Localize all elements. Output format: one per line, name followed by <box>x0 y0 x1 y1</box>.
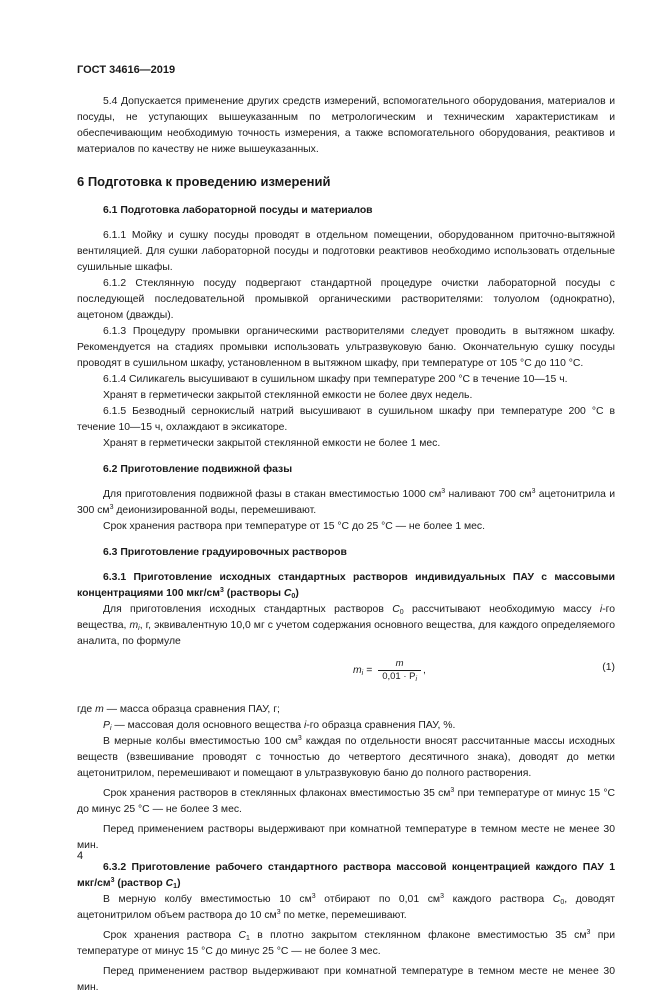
page-content <box>77 94 615 996</box>
paragraph-6-1-3: 6.1.3 Процедуру промывки органическими растворителями следует проводить в вытяжном шкафу. Рекомендуется на стадиях промывки использовать ультразвуковую баню. Окончательную сушку посуды проводят в сушильном шкафу, установленном в вытяжном шкафу, при температуре от 105 °С до 110 °С. <box>77 326 615 369</box>
page-number: 4 <box>77 850 84 862</box>
paragraph-6-3-1-storage: Срок хранения растворов в стеклянных флаконах вместимостью 35 $см^3$ при температуре от минус 15 °С до минус 25 °С — не более 3 мес. <box>77 787 616 815</box>
formula-expression: $m_i$ = $\frac{m}{0,01 \cdot P_i}$ , <box>353 658 426 683</box>
paragraph-6-3-2-storage: Срок хранения раствора $C_1$ в плотно закрытом стеклянном флаконе вместимостью 35 $см^3$ при температуре от минус 15 °С до минус 25 °С — не более 3 мес. <box>77 929 615 957</box>
paragraph-6-2-mobile-phase: Для приготовления подвижной фазы в стакан вместимостью 1000 $см^3$ наливают 700 $см^3$ ацетонитрила и 300 $см^3$ деионизированной воды, перемешивают. <box>77 488 616 516</box>
formula-number: (1) <box>602 662 615 673</box>
paragraph-6-3-1-calc: Для приготовления исходных стандартных растворов $C_0$ рассчитывают необходимую массу i-го вещества, $m_i$, г, эквивалентную 10,0 мг с учетом содержания основного вещества, для каждого определяемого аналита, по формуле <box>77 604 616 647</box>
paragraph-6-1-4: 6.1.4 Силикагель высушивают в сушильном шкафу при температуре 200 °С в течение 10—15 ч. <box>103 374 568 385</box>
formula-numerator: m <box>395 658 404 669</box>
formula-legend-p: $P_i$ — массовая доля основного вещества i-го образца сравнения ПАУ, %. <box>103 720 456 732</box>
section-6-2-title: 6.2 Приготовление подвижной фазы <box>103 464 293 475</box>
paragraph-6-1-2: 6.1.2 Стеклянную посуду подвергают стандартной процедуре очистки лабораторной посуды с последующей последовательной промывкой органическими растворителями: толуолом (однократно), ацетоном (дважды). <box>77 278 615 321</box>
paragraph-6-3-2-before-use: Перед применением раствор выдерживают при комнатной температуре в темном месте не менее 30 мин. <box>77 966 615 993</box>
paragraph-6-3-1-before-use: Перед применением растворы выдерживают при комнатной температуре в темном месте не менее 30 мин. <box>77 824 615 851</box>
section-6-1-title: 6.1 Подготовка лабораторной посуды и материалов <box>103 205 373 216</box>
section-6-3-title: 6.3 Приготовление градуировочных растворов <box>103 547 347 558</box>
paragraph-6-3-2-prep: В мерную колбу вместимостью 10 $см^3$ отбирают по 0,01 $см^3$ каждого раствора $C_0$, доводят ацетонитрилом объем раствора до 10 $см^3$ по метке, перемешивают. <box>77 893 615 921</box>
paragraph-6-1-5-storage: Хранят в герметически закрытой стеклянной емкости не более 1 мес. <box>103 438 441 449</box>
paragraph-6-1-5: 6.1.5 Безводный сернокислый натрий высушивают в сушильном шкафу при температуре 200 °С в течение 10—15 ч, охлаждают в эксикаторе. <box>77 406 615 433</box>
document-header: ГОСТ 34616—2019 <box>77 64 176 76</box>
section-6-title: 6 Подготовка к проведению измерений <box>77 174 331 189</box>
formula-1 <box>77 656 615 698</box>
paragraph-6-1-1: 6.1.1 Мойку и сушку посуды проводят в отдельном помещении, оборудованном приточно-вытяжной вентиляцией. Для сушки лабораторной посуды и подготовки реактивов необходимо использовать отдельные сушильные шкафы. <box>77 230 615 273</box>
section-6-3-2-title: 6.3.2 Приготовление рабочего стандартного раствора массовой концентрацией каждого ПАУ 1 мкг/$см^3$ (раствор $C_1$) <box>77 862 615 890</box>
paragraph-5-4: 5.4 Допускается применение других средств измерений, вспомогательного оборудования, материалов и посуды, не уступающих вышеуказанным по метрологическим и техническим характеристикам и обеспечивающим необходимую точность измерения, а также вспомогательного оборудования, реактивов и материалов по качеству не ниже вышеуказанных. <box>77 96 615 155</box>
paragraph-6-2-storage: Срок хранения раствора при температуре от 15 °С до 25 °С — не более 1 мес. <box>103 521 486 532</box>
formula-denominator: $0,01 \cdot P_i$ <box>378 670 421 683</box>
section-6-3-1-title: 6.3.1 Приготовление исходных стандартных растворов индивидуальных ПАУ с массовыми концентрациями 100 мкг/$см^3$ (растворы $C_0$) <box>77 572 615 600</box>
formula-legend-m: где m — масса образца сравнения ПАУ, г; <box>77 704 280 715</box>
paragraph-6-3-1-flasks: В мерные колбы вместимостью 100 $см^3$ каждая по отдельности вносят рассчитанные массы исходных веществ (взвешивание проводят с точностью до четвертого десятичного знака), доводят до метки ацетонитрилом, перемешивают и помещают в ультразвуковую баню до полного растворения. <box>77 735 616 779</box>
paragraph-6-1-4-storage: Хранят в герметически закрытой стеклянной емкости не более двух недель. <box>103 390 473 401</box>
